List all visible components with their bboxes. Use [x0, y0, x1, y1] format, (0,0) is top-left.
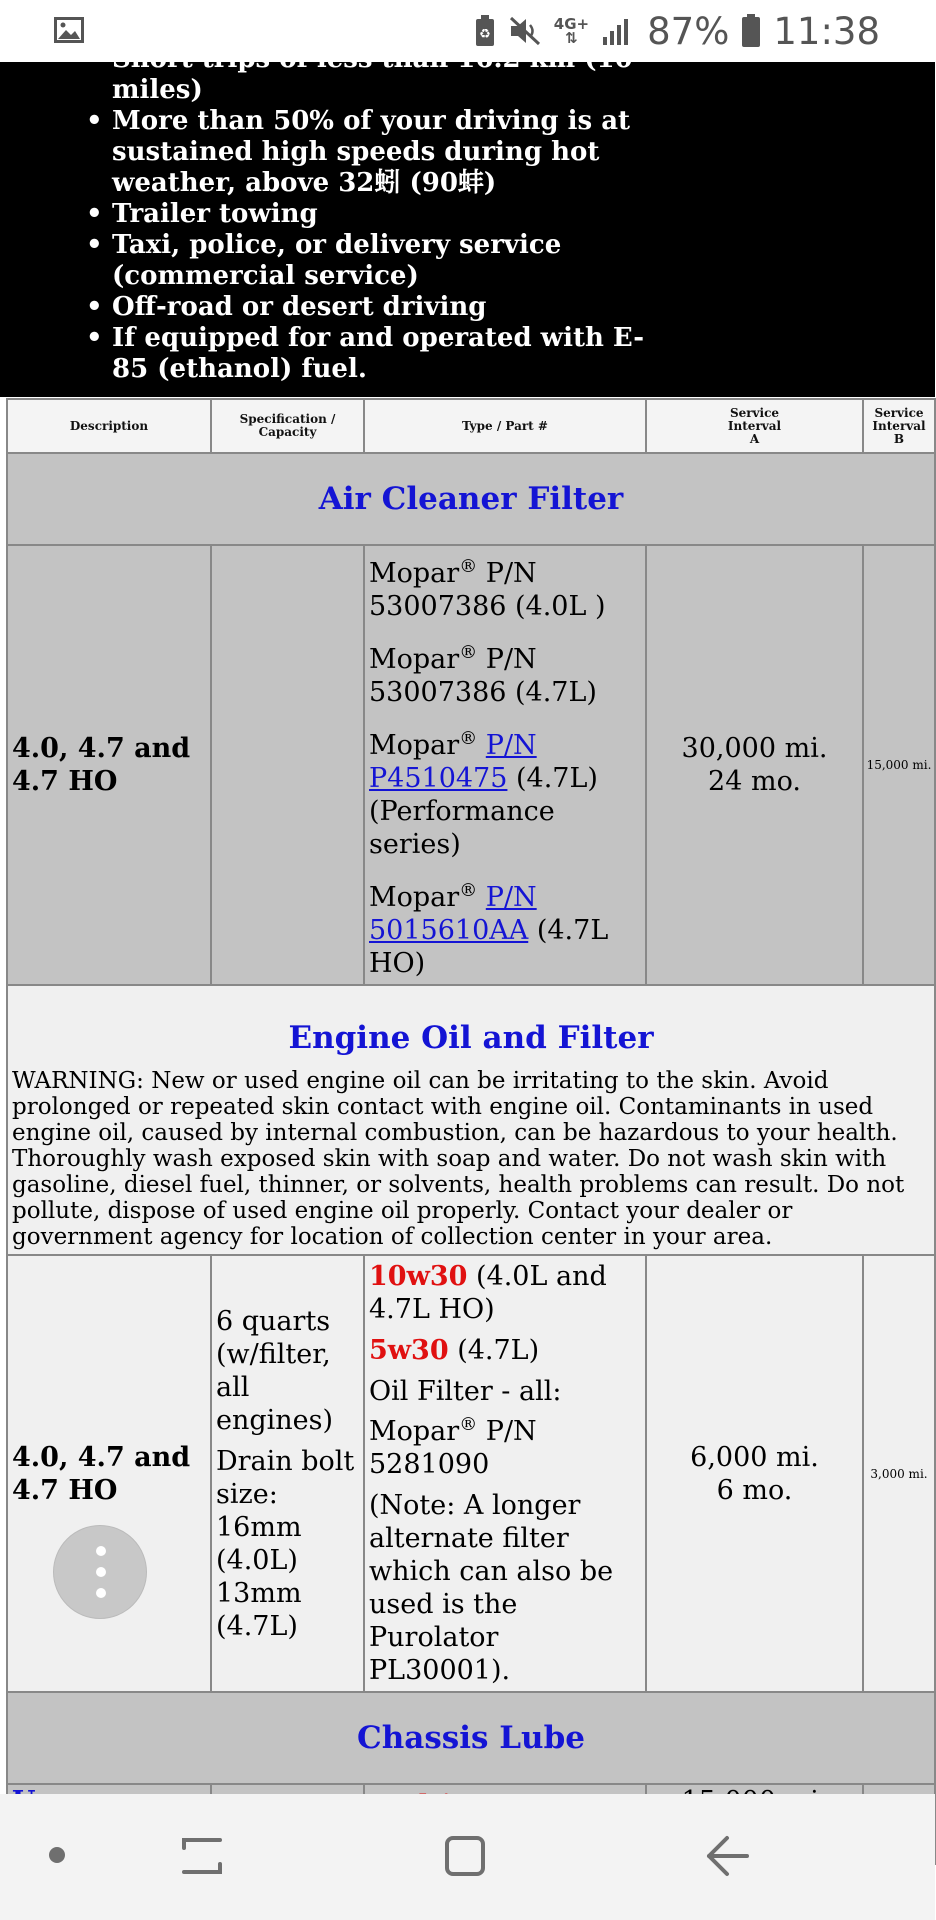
section-row-engine-oil: [7, 985, 935, 1255]
section-engine-oil-cell: [7, 985, 935, 1255]
list-item: • Trailer towing: [112, 199, 672, 230]
table-row: [7, 1255, 935, 1692]
spec-cell: 6 quarts (w/filter, all engines) Drain bolt size: 16mm (4.0L) 13mm (4.7L): [211, 1255, 364, 1692]
web-page-content[interactable]: [0, 62, 935, 1794]
more-vert-icon: [96, 1546, 106, 1556]
maintenance-table: [6, 398, 936, 1865]
list-item: • Off-road or desert driving: [112, 292, 672, 323]
section-row-chassis-lube: [7, 1692, 935, 1784]
header-interval-b: Service Interval B: [863, 399, 935, 453]
severe-conditions-list: [112, 44, 672, 385]
engine-oil-warning: WARNING: New or used engine oil can be irritating to the skin. Avoid prolonged or repeated skin contact with engine oil. Contaminants in used engine oil, caused by internal combustion, can be hazardous to your health. Thoroughly wash exposed skin with soap and water. Do not wash skin with gasoline, diesel fuel, thinner, or solvents, health problems can result. Do not pollute, dispose of used engine oil properly. Contact your dealer or government agency for location of collection center in your area.: [12, 1068, 905, 1250]
type-cell: Mopar® P/N 53007386 (4.0L ) Mopar® P/N 53007386 (4.7L) Mopar® P/N P4510475 (4.7L) (Performance series) Mopar® P/N 5015610AA (4.7L HO): [364, 545, 646, 985]
spec-cell: [211, 545, 364, 985]
list-item: • Taxi, police, or delivery service (commercial service): [112, 230, 672, 292]
battery-percent: 87%: [647, 9, 730, 53]
signal-icon: [601, 15, 635, 47]
list-item: • More than 50% of your driving is at sustained high speeds during hot weather, above 32蚓 (90蚌): [112, 106, 672, 199]
part-link-5015610aa[interactable]: P/N 5015610AA: [369, 882, 537, 946]
interval-b-cell: 15,000 mi.: [863, 545, 935, 985]
header-interval-a: Service Interval A: [646, 399, 863, 453]
home-icon[interactable]: [443, 1834, 487, 1878]
battery-saver-icon: [474, 15, 496, 47]
more-options-button[interactable]: [53, 1525, 147, 1619]
table-header-row: [7, 399, 935, 453]
interval-b-cell: 3,000 mi.: [863, 1255, 935, 1692]
gallery-notification-icon: [54, 17, 84, 43]
mute-icon: [508, 16, 542, 46]
clock: 11:38: [773, 9, 880, 53]
status-bar: [0, 0, 935, 62]
description-cell: 4.0, 4.7 and 4.7 HO: [7, 545, 211, 985]
list-item: • miles): [112, 44, 672, 106]
table-row: [7, 545, 935, 985]
back-icon[interactable]: [705, 1834, 751, 1878]
section-title-chassis-lube: Chassis Lube: [7, 1692, 935, 1784]
description-cell: 4.0, 4.7 and 4.7 HO: [7, 1255, 211, 1692]
network-type-label: 4G+ ⇅: [553, 15, 590, 47]
list-item: • If equipped for and operated with E-85 (ethanol) fuel.: [112, 323, 672, 385]
header-spec: Specification / Capacity: [211, 399, 364, 453]
part-link-p4510475[interactable]: P/N P4510475: [369, 730, 537, 794]
navigation-bar: [0, 1794, 935, 1920]
svg-text:♻: ♻: [478, 27, 491, 42]
interval-a-cell: 6,000 mi. 6 mo.: [646, 1255, 863, 1692]
section-title-engine-oil: Engine Oil and Filter: [288, 1020, 654, 1056]
battery-icon: [741, 14, 761, 48]
nav-hide-dot-button[interactable]: [49, 1847, 65, 1863]
section-row-air-cleaner: [7, 453, 935, 545]
header-description: Description: [7, 399, 211, 453]
type-cell: 10w30 (4.0L and 4.7L HO) 5w30 (4.7L) Oil Filter - all: Mopar® P/N 5281090 (Note: A longer alternate filter which can also be used is the Purolator PL30001).: [364, 1255, 646, 1692]
recent-apps-icon[interactable]: [180, 1834, 224, 1878]
header-type: Type / Part #: [364, 399, 646, 453]
section-title-air-cleaner: Air Cleaner Filter: [7, 453, 935, 545]
interval-a-cell: 30,000 mi. 24 mo.: [646, 545, 863, 985]
data-arrows-icon: ⇅: [565, 29, 578, 47]
severe-conditions-block: [0, 62, 935, 397]
